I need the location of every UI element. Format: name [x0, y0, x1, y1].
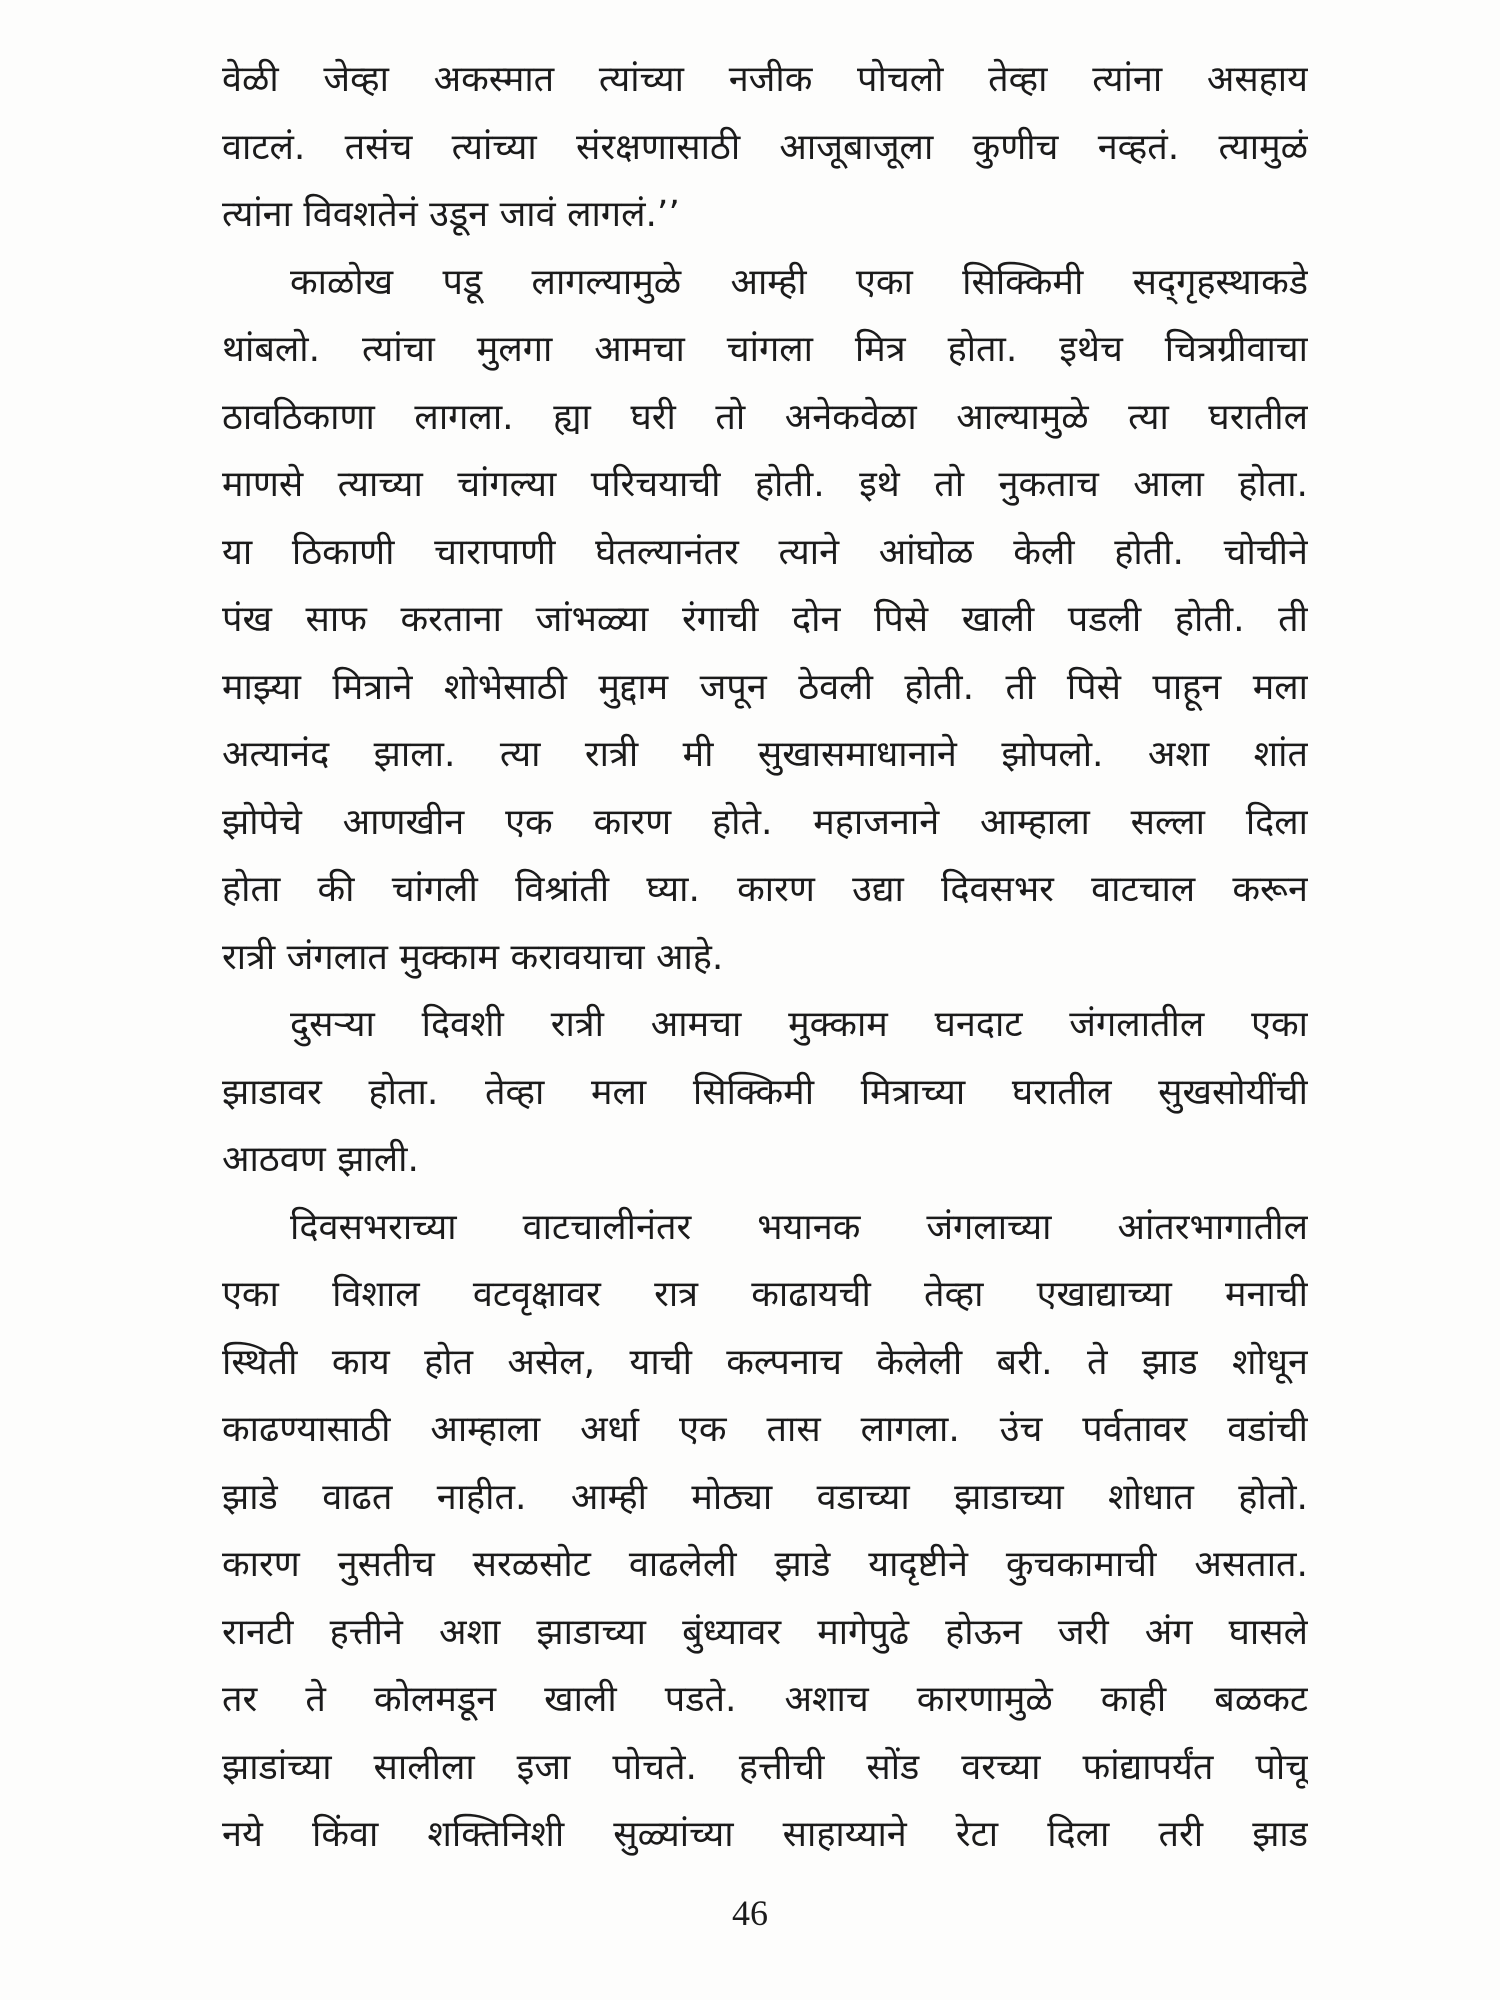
- text-line: काढण्यासाठी आम्हाला अर्धा एक तास लागला. उंच पर्वतावर वडांची: [222, 1409, 1308, 1450]
- text-line: माणसे त्याच्या चांगल्या परिचयाची होती. इथे तो नुकताच आला होता.: [222, 464, 1308, 505]
- text-line: दिवसभराच्या वाटचालीनंतर भयानक जंगलाच्या आंतरभागातील: [290, 1206, 1308, 1248]
- text-line: रात्री जंगलात मुक्काम करावयाचा आहे.: [222, 936, 724, 978]
- text-line: पंख साफ करताना जांभळ्या रंगाची दोन पिसे खाली पडली होती. ती: [222, 599, 1308, 640]
- body-text: [222, 46, 1308, 1869]
- text-line: रानटी हत्तीने अशा झाडाच्या बुंध्यावर मागेपुढे होऊन जरी अंग घासले: [222, 1611, 1308, 1653]
- text-line: झाडे वाढत नाहीत. आम्ही मोठ्या वडाच्या झाडाच्या शोधात होतो.: [222, 1476, 1308, 1518]
- text-line: स्थिती काय होत असेल, याची कल्पनाच केलेली बरी. ते झाड शोधून: [222, 1341, 1308, 1383]
- text-line: काळोख पडू लागल्यामुळे आम्ही एका सिक्किमी सद्‌गृहस्थाकडे: [290, 261, 1308, 303]
- text-line: आठवण झाली.: [222, 1139, 419, 1180]
- text-line: माझ्या मित्राने शोभेसाठी मुद्दाम जपून ठेवली होती. ती पिसे पाहून मला: [222, 666, 1308, 708]
- text-line: वेळी जेव्हा अकस्मात त्यांच्या नजीक पोचलो तेव्हा त्यांना असहाय: [222, 59, 1308, 100]
- text-line: थांबलो. त्यांचा मुलगा आमचा चांगला मित्र होता. इथेच चित्रग्रीवाचा: [222, 329, 1308, 370]
- text-line: झोपेचे आणखीन एक कारण होते. महाजनाने आम्हाला सल्ला दिला: [222, 801, 1308, 843]
- text-line: कारण नुसतीच सरळसोट वाढलेली झाडे यादृष्टीने कुचकामाची असतात.: [222, 1544, 1308, 1585]
- text-line: या ठिकाणी चारापाणी घेतल्यानंतर त्याने आंघोळ केली होती. चोचीने: [222, 531, 1308, 573]
- text-line: वाटलं. तसंच त्यांच्या संरक्षणासाठी आजूबाजूला कुणीच नव्हतं. त्यामुळं: [222, 126, 1308, 168]
- text-line: त्यांना विवशतेनं उडून जावं लागलं.’’: [222, 194, 680, 235]
- text-line: अत्यानंद झाला. त्या रात्री मी सुखासमाधानाने झोपलो. अशा शांत: [222, 734, 1308, 775]
- text-line: होता की चांगली विश्रांती घ्या. कारण उद्या दिवसभर वाटचाल करून: [222, 869, 1308, 910]
- text-line: झाडावर होता. तेव्हा मला सिक्किमी मित्राच्या घरातील सुखसोयींची: [222, 1071, 1308, 1113]
- text-line: तर ते कोलमडून खाली पडते. अशाच कारणामुळे काही बळकट: [222, 1679, 1308, 1720]
- text-line: नये किंवा शक्तिनिशी सुळ्यांच्या साहाय्याने रेटा दिला तरी झाड: [222, 1814, 1308, 1855]
- page-number: 46: [732, 1893, 768, 1933]
- text-line: एका विशाल वटवृक्षावर रात्र काढायची तेव्हा एखाद्याच्या मनाची: [222, 1274, 1308, 1315]
- text-line: झाडांच्या सालीला इजा पोचते. हत्तीची सोंड वरच्या फांद्यापर्यंत पोचू: [222, 1746, 1308, 1788]
- text-line: दुसऱ्या दिवशी रात्री आमचा मुक्काम घनदाट जंगलातील एका: [290, 1004, 1308, 1045]
- text-line: ठावठिकाणा लागला. ह्या घरी तो अनेकवेळा आल्यामुळे त्या घरातील: [222, 396, 1308, 438]
